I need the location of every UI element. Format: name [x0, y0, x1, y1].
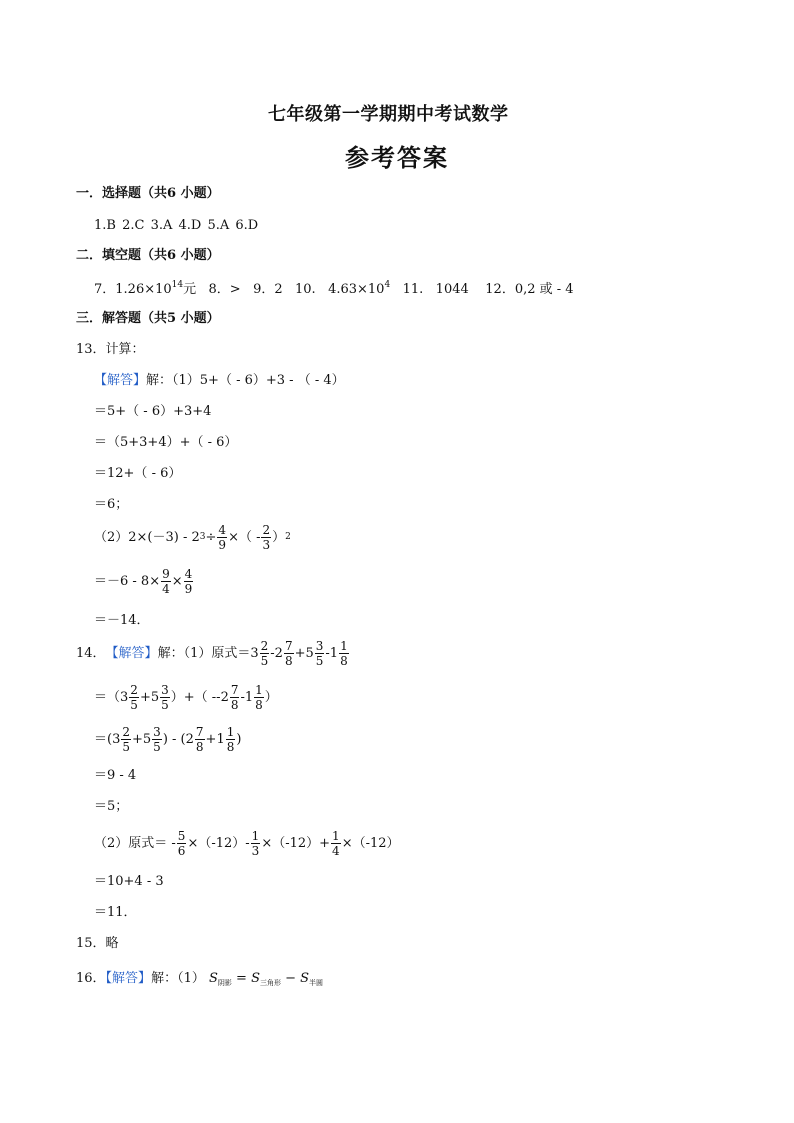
q13-line8: ＝－14．	[94, 613, 150, 628]
q14-line2: ＝（ 3 $\frac{2}{5}$ +5 $\frac{3}{5}$ ）+（ - -2 $\frac{7}{8}$ -1 $\frac{1}{8}$ ）	[94, 683, 278, 712]
q13-line2: ＝5+（ - 6）+3+4	[94, 404, 212, 419]
q14-line3: ＝( 3 $\frac{2}{5}$ +5 $\frac{3}{5}$ ) - ( 2 $\frac{7}{8}$ + 1 $\frac{1}{8}$ )	[94, 725, 242, 754]
fill-answers: 7．$1.26\times 10^{14}$元 8．> 9．2 10. $4.63\times 10^4$ 11. 1044 12．0,2 或 - 4	[94, 280, 574, 297]
q13-label: 13．计算：	[76, 342, 145, 357]
q14-line6: （2）原式＝ - $\frac{5}{6}$ ×（-12）- $\frac{1}{3}$ ×（-12）+ $\frac{1}{4}$ ×（-12）	[94, 829, 400, 858]
section-heading-solve: 三．解答题（共5 小题）	[76, 311, 220, 326]
page-title: 七年级第一学期期中考试数学	[268, 104, 509, 125]
q14-line5: ＝5；	[94, 799, 129, 814]
section-heading-choice: 一．选择题（共6 小题）	[76, 186, 220, 201]
q14-line7: ＝10+4 - 3	[94, 874, 164, 889]
q13-line3: ＝（5+3+4）+（ - 6）	[94, 435, 238, 450]
q13-line1: 【解答】解：（1）5+（ - 6）+3 - （ - 4）	[94, 373, 345, 388]
section-heading-fill: 二．填空题（共6 小题）	[76, 248, 220, 263]
q13-line7: ＝－6 - 8× $\frac{9}{4}$ × $\frac{4}{9}$	[94, 567, 193, 596]
answer-tag: 【解答】	[94, 373, 147, 388]
q13-line4: ＝12+（ - 6）	[94, 466, 182, 481]
q16-line1: 16．【解答】解：（1） $S_{阴影} = S_{三角形} - S_{半圆}$	[76, 971, 324, 987]
q15-label: 15．略	[76, 936, 119, 951]
page-subtitle: 参考答案	[345, 143, 449, 172]
q14-line4: ＝9 - 4	[94, 768, 137, 783]
q14-line1: 14． 【解答】 解：（1）原式＝ 3 $\frac{2}{5}$ -2 $\frac{7}{8}$ +5 $\frac{3}{5}$ -1 $\frac{1}{8}$	[76, 639, 348, 668]
q13-part2: （2）2×(－3) - 2 3 ÷ $\frac{4}{9}$ ×（ - $\frac{2}{3}$ ） 2	[94, 523, 291, 552]
answer-tag: 【解答】	[105, 646, 158, 661]
q14-line8: ＝11．	[94, 905, 137, 920]
q13-line5: ＝6；	[94, 497, 129, 512]
choice-answers: 1.B 2.C 3.A 4.D 5.A 6.D	[94, 218, 259, 233]
answer-tag: 【解答】	[105, 971, 152, 986]
